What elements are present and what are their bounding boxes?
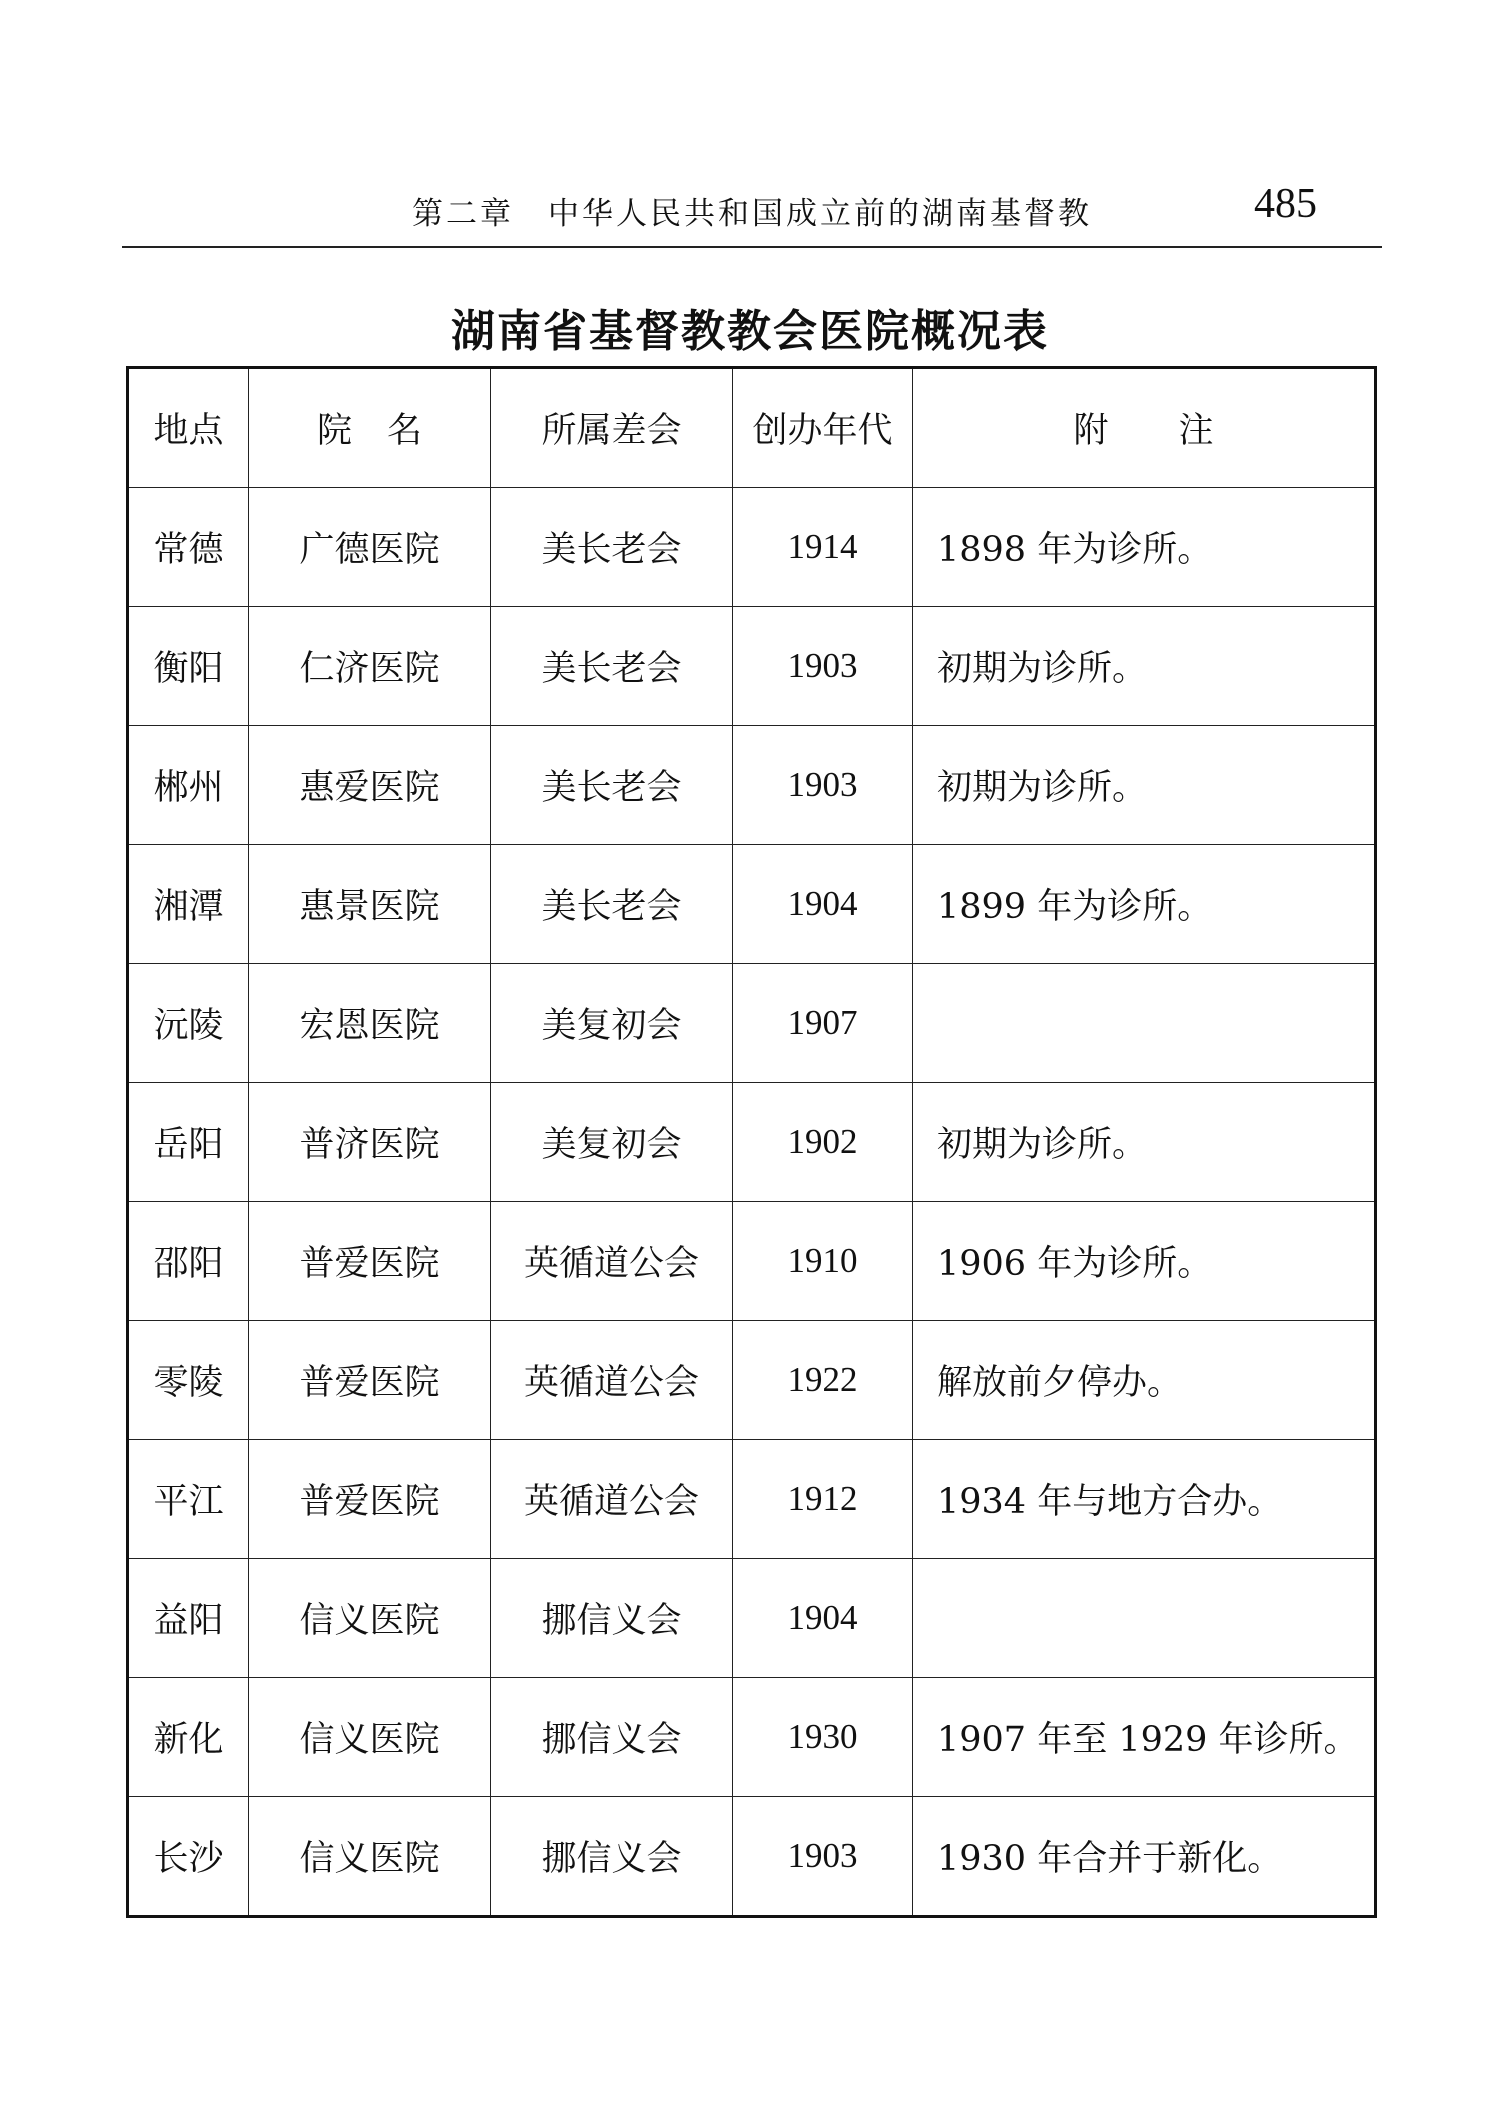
cell-hospital-name: 惠景医院 [249, 845, 491, 964]
cell-location: 新化 [128, 1678, 249, 1797]
cell-mission: 美长老会 [491, 845, 733, 964]
table-row [128, 1321, 1376, 1440]
column-header-mission: 所属差会 [491, 368, 733, 488]
cell-notes [913, 1559, 1376, 1678]
cell-location: 长沙 [128, 1797, 249, 1917]
table-row [128, 1678, 1376, 1797]
page-number: 485 [1254, 181, 1317, 227]
cell-location: 平江 [128, 1440, 249, 1559]
header-rule [122, 246, 1382, 248]
cell-notes: 解放前夕停办。 [913, 1321, 1376, 1440]
table-header-row [128, 368, 1376, 488]
cell-hospital-name: 广德医院 [249, 488, 491, 607]
cell-notes: 1898 年为诊所。 [913, 488, 1376, 607]
cell-hospital-name: 普爱医院 [249, 1440, 491, 1559]
cell-notes: 1907 年至 1929 年诊所。 [913, 1678, 1376, 1797]
table-row [128, 1083, 1376, 1202]
cell-hospital-name: 宏恩医院 [249, 964, 491, 1083]
cell-notes: 1906 年为诊所。 [913, 1202, 1376, 1321]
cell-hospital-name: 信义医院 [249, 1678, 491, 1797]
cell-founded: 1903 [733, 726, 913, 845]
table-title: 湖南省基督教教会医院概况表 [451, 306, 1049, 357]
cell-mission: 美长老会 [491, 607, 733, 726]
table-row [128, 1440, 1376, 1559]
cell-notes: 1930 年合并于新化。 [913, 1797, 1376, 1917]
chapter-title: 第二章 中华人民共和国成立前的湖南基督教 [412, 196, 1092, 232]
cell-mission: 挪信义会 [491, 1797, 733, 1917]
cell-hospital-name: 普济医院 [249, 1083, 491, 1202]
table-body [128, 488, 1376, 1917]
cell-mission: 英循道公会 [491, 1321, 733, 1440]
cell-location: 岳阳 [128, 1083, 249, 1202]
cell-founded: 1903 [733, 1797, 913, 1917]
cell-hospital-name: 普爱医院 [249, 1321, 491, 1440]
cell-location: 衡阳 [128, 607, 249, 726]
hospital-table [126, 366, 1377, 1918]
column-header-founded: 创办年代 [733, 368, 913, 488]
table-row [128, 488, 1376, 607]
cell-hospital-name: 信义医院 [249, 1797, 491, 1917]
cell-notes: 初期为诊所。 [913, 1083, 1376, 1202]
cell-mission: 美复初会 [491, 1083, 733, 1202]
cell-founded: 1902 [733, 1083, 913, 1202]
cell-mission: 英循道公会 [491, 1202, 733, 1321]
column-header-hospital-name: 院 名 [249, 368, 491, 488]
table-row [128, 1559, 1376, 1678]
cell-location: 郴州 [128, 726, 249, 845]
cell-founded: 1914 [733, 488, 913, 607]
cell-mission: 英循道公会 [491, 1440, 733, 1559]
cell-founded: 1922 [733, 1321, 913, 1440]
cell-notes: 1899 年为诊所。 [913, 845, 1376, 964]
table-row [128, 726, 1376, 845]
cell-founded: 1903 [733, 607, 913, 726]
cell-hospital-name: 信义医院 [249, 1559, 491, 1678]
cell-founded: 1910 [733, 1202, 913, 1321]
cell-notes [913, 964, 1376, 1083]
table-row [128, 845, 1376, 964]
cell-founded: 1904 [733, 1559, 913, 1678]
table-row [128, 607, 1376, 726]
cell-location: 邵阳 [128, 1202, 249, 1321]
table-row [128, 964, 1376, 1083]
cell-founded: 1904 [733, 845, 913, 964]
cell-mission: 挪信义会 [491, 1678, 733, 1797]
column-header-location: 地点 [128, 368, 249, 488]
cell-notes: 1934 年与地方合办。 [913, 1440, 1376, 1559]
column-header-notes: 附 注 [913, 368, 1376, 488]
cell-location: 零陵 [128, 1321, 249, 1440]
cell-hospital-name: 仁济医院 [249, 607, 491, 726]
cell-location: 益阳 [128, 1559, 249, 1678]
cell-founded: 1930 [733, 1678, 913, 1797]
cell-mission: 美长老会 [491, 488, 733, 607]
table-row [128, 1202, 1376, 1321]
cell-location: 湘潭 [128, 845, 249, 964]
cell-location: 沅陵 [128, 964, 249, 1083]
cell-location: 常德 [128, 488, 249, 607]
cell-hospital-name: 普爱医院 [249, 1202, 491, 1321]
cell-founded: 1907 [733, 964, 913, 1083]
cell-mission: 挪信义会 [491, 1559, 733, 1678]
cell-founded: 1912 [733, 1440, 913, 1559]
cell-notes: 初期为诊所。 [913, 726, 1376, 845]
cell-mission: 美长老会 [491, 726, 733, 845]
table-row [128, 1797, 1376, 1917]
cell-mission: 美复初会 [491, 964, 733, 1083]
cell-notes: 初期为诊所。 [913, 607, 1376, 726]
cell-hospital-name: 惠爱医院 [249, 726, 491, 845]
